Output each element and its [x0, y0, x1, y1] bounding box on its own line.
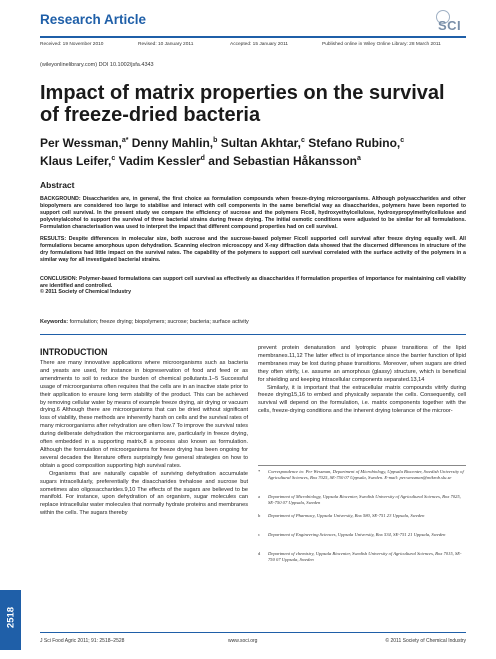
abstract-background: BACKGROUND: Disaccharides are, in general, the first choice as formulation compounds when freeze-drying microorganisms. Although polysaccharides and other biopolymers are considered too large to stabilise and interact with cell components in the same beneficial way as disaccharides, polymers have been reported to support cell survival. In the present study we compare the efficiency of sucrose and the polymers Ficoll, hydroxyethylcellulose, hydroxypropylmethylcellulose and polyvinylalcohol to support the survival of three bacterial strains during freeze drying. The initial osmotic conditions were adjusted to be similar for all formulations. Formulation characterisation was used to interpret the impact that different compound properties had on cell survival.: [40, 196, 466, 231]
revised-date: Revised: 10 January 2011: [138, 42, 194, 47]
article-title: Impact of matrix properties on the survival of freeze-dried bacteria: [40, 82, 445, 126]
intro-paragraph-2: Organisms that are naturally capable of surviving dehydration accumulate sugars intracellularly, preferentially the disaccharides trehalose and sucrose but sometimes also oligosaccharides.9,10 The effects of the sugars are believed to be manifold. For instance, upon dehydration of an organism, sugar molecules can replace intracellular water molecules that normally hydrate proteins and membranes within the cells. The sugars thereby: [40, 470, 248, 517]
intro-paragraph-3: prevent protein denaturation and lyotropic phase transitions of the lipid membranes.11,12 The latter effect is of importance since the barrier function of lipid membranes may be lost during phase transitions. Moreover, when sugars are dried they often vitrify, i.e. assume an amorphous (glassy) structure, which is beneficial for shielding and keeping intracellular components separated.13,14: [258, 345, 466, 383]
journal-website[interactable]: www.soci.org: [228, 638, 258, 644]
section-label: Research Article: [40, 12, 147, 27]
logo-text: SCI: [438, 18, 462, 33]
footnote-mark: a: [258, 494, 261, 499]
footnote-text: Correspondence to: Per Wessman, Department of Microbiology, Uppsala Biocenter, Swedish University of Agricultural Sciences, Box 7025, SE-750 07 Uppsala, Sweden. E-mail: per.wessman@mikrob.slu.se: [268, 469, 464, 481]
publication-dates: [40, 42, 466, 52]
footnote: [258, 494, 466, 506]
author-name: Klaus Leifer,: [40, 154, 112, 168]
author-affiliation-mark: a*: [121, 137, 129, 144]
abstract-results: RESULTS: Despite differences in molecular size, both sucrose and the sucrose-based polymer Ficoll supported cell survival after freeze drying equally well. All formulations became amorphous upon dehydration. Scanning electron microscopy and X-ray diffraction data showed that the discerned differences in structure of the dry formulations had little impact on the survival rates. The capability of the polymers to support cell survival correlated with the surface activity of the polymers in a similar way for all investigated bacterial strains.: [40, 236, 466, 264]
author-name: Per Wessman,: [40, 136, 122, 150]
author-name: Denny Mahlin,: [128, 136, 214, 150]
footnote-mark: c: [258, 532, 261, 537]
footnote: [258, 532, 466, 538]
keywords-text: formulation; freeze drying; biopolymers; sucrose; bacteria; surface activity: [68, 319, 249, 325]
keywords-divider: [40, 334, 466, 335]
author-name: Vadim Kessler: [115, 154, 201, 168]
doi-line: (wileyonlinelibrary.com) DOI 10.1002/jsfa.4343: [40, 62, 154, 68]
footnote-mark: *: [258, 469, 261, 474]
body-column-right: [258, 345, 466, 416]
author-name: Sultan Akhtar,: [217, 136, 301, 150]
footnote: [258, 513, 466, 519]
keywords-label: Keywords:: [40, 319, 69, 325]
author-name: and Sebastian Håkansson: [204, 154, 358, 168]
keywords-line: [40, 319, 249, 325]
intro-paragraph-4: Similarly, it is important that the extracellular matrix compounds vitrify during freeze drying15,16 to embed and physically separate the cells. Consequently, cell survival will depend on the formulation, i.e. matrix components together with the cells, freeze-drying conditions and the inherent drying tolerance of the microor-: [258, 384, 466, 415]
author-list: [40, 133, 480, 169]
footnote-text: Department of Engineering Sciences, Uppsala University, Box 534, SE-751 21 Uppsala, Sweden: [268, 532, 446, 537]
footnote-divider: [258, 465, 466, 466]
header-divider: [40, 36, 466, 38]
page-footer: [40, 638, 466, 648]
body-column-left: [40, 360, 248, 518]
abstract-conclusion: CONCLUSION: Polymer-based formulations can support cell survival as effectively as disaccharides if formulation properties of importance for maintaining cell viability are identified and controlled.: [40, 276, 466, 290]
abstract-heading: Abstract: [40, 180, 75, 190]
abstract-copyright: © 2011 Society of Chemical Industry: [40, 289, 132, 295]
footnote-text: Department of Microbiology, Uppsala Biocenter, Swedish University of Agricultural Sciences, Box 7025, SE-750 07 Uppsala, Sweden: [268, 494, 461, 506]
author-affiliation-mark: b: [213, 137, 218, 144]
footer-copyright: © 2011 Society of Chemical Industry: [385, 638, 466, 644]
page-number: 2518: [5, 606, 17, 629]
published-date: Published online in Wiley Online Library: 28 March 2011: [322, 42, 441, 47]
footnote-text: Department of Pharmacy, Uppsala University, Box 580, SE-751 23 Uppsala, Sweden: [268, 513, 425, 518]
soci-logo: [426, 8, 468, 34]
accepted-date: Accepted: 15 January 2011: [230, 42, 289, 47]
footer-divider: [40, 632, 466, 633]
introduction-heading: INTRODUCTION: [40, 347, 108, 357]
author-affiliation-mark: a: [357, 155, 361, 162]
author-affiliation-mark: c: [301, 137, 305, 144]
author-affiliation-mark: c: [111, 155, 116, 162]
author-name: Stefano Rubino,: [304, 136, 401, 150]
footnote: [258, 551, 466, 563]
author-affiliation-mark: d: [200, 155, 205, 162]
intro-paragraph-1: There are many innovative applications where microorganisms such as bacteria and yeasts are used, for instance in biopreservation of food and feed or as amendments to soil to reduce the burden of chemical pollutants.1–5 Successful usage of microorganisms often requires that the cells are in an inactive state prior to their application to ensure long term stability of the product. This can be achieved by removing cellular water by means of example freeze drying, air drying or vacuum drying.6 Although there are microorganisms that can be dried without significant loss of viability, these methods are inherently harsh on cells and the survival rates of many microorganisms after rehydration are often low.7 To improve the survival rates during deliberate dehydration the microorganisms are, particularly in freeze drying, often embedded in a supporting matrix,8 a process also known as formulation. Although the formulation of microorganisms for freeze drying has been ongoing for several decades the literature offers surprisingly few general strategies on how to obtain a good composition supporting high survival rates.: [40, 360, 248, 469]
page-number-tab: [0, 590, 21, 650]
received-date: Received: 19 November 2010: [40, 42, 104, 47]
footnote-mark: b: [258, 513, 261, 518]
journal-citation: J Sci Food Agric 2011; 91: 2518–2528: [40, 638, 125, 644]
footnote-mark: d: [258, 551, 261, 556]
author-affiliation-mark: c: [400, 137, 405, 144]
footnote-text: Department of chemistry, Uppsala Biocenter, Swedish University of Agricultural Sciences, Box 7015, SE-750 07 Uppsala, Sweden: [268, 551, 462, 563]
footnote: [258, 469, 466, 481]
